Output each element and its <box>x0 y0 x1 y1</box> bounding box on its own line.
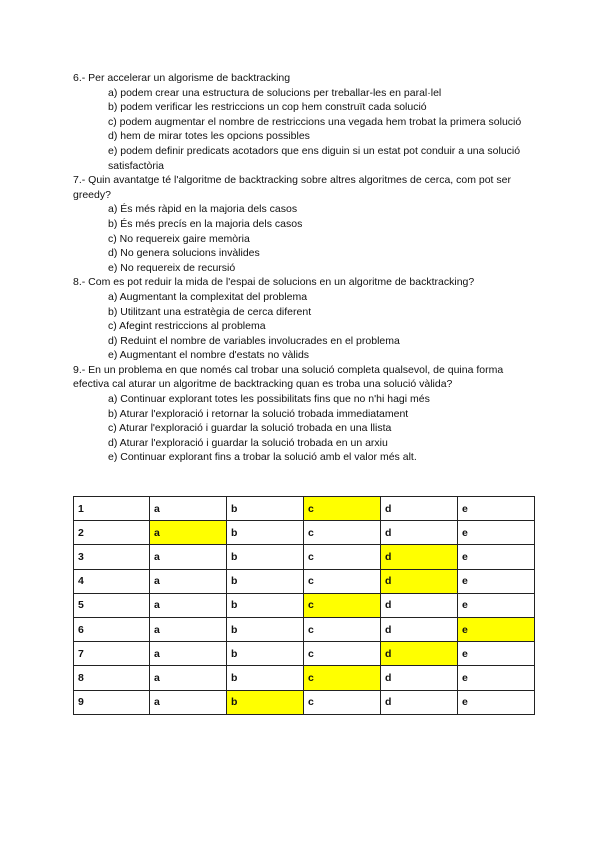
question-number-cell: 8 <box>74 666 150 690</box>
option-cell: d <box>381 666 458 690</box>
answer-option: b) Aturar l'exploració i retornar la solució trobada immediatament <box>108 407 409 420</box>
question-title: 9.- En un problema en que només cal trobar una solució completa qualsevol, de quina forma efectiva cal aturar un algoritme de backtracking quan es troba una solució vàlida? <box>73 363 504 391</box>
question-number-cell: 2 <box>74 521 150 545</box>
option-cell: b <box>227 545 304 569</box>
selected-answer-cell: b <box>227 690 304 714</box>
answer-option: c) Afegint restriccions al problema <box>108 320 266 333</box>
table-row <box>74 617 535 641</box>
selected-answer-cell: d <box>381 569 458 593</box>
answer-option: d) Reduint el nombre de variables involucrades en el problema <box>108 334 400 347</box>
option-cell: e <box>458 593 535 617</box>
option-cell: e <box>458 690 535 714</box>
option-cell: e <box>458 642 535 666</box>
selected-answer-cell: c <box>304 497 381 521</box>
selected-answer-cell: c <box>304 666 381 690</box>
option-cell: d <box>381 497 458 521</box>
option-cell: b <box>227 617 304 641</box>
option-cell: e <box>458 569 535 593</box>
answer-option: e) Augmentant el nombre d'estats no vàlids <box>108 349 310 362</box>
option-cell: e <box>458 521 535 545</box>
option-cell: c <box>304 690 381 714</box>
option-cell: d <box>381 593 458 617</box>
table-row <box>74 497 535 521</box>
option-cell: b <box>227 521 304 545</box>
option-cell: e <box>458 497 535 521</box>
option-cell: a <box>150 642 227 666</box>
selected-answer-cell: e <box>458 617 535 641</box>
option-cell: c <box>304 569 381 593</box>
question-number-cell: 5 <box>74 593 150 617</box>
answer-option: e) No requereix de recursió <box>108 261 236 274</box>
option-cell: d <box>381 690 458 714</box>
option-cell: c <box>304 617 381 641</box>
answer-option: c) Aturar l'exploració i guardar la solució trobada en una llista <box>108 422 392 435</box>
answer-option: d) No genera solucions invàlides <box>108 247 260 260</box>
answer-option: d) hem de mirar totes les opcions possibles <box>108 130 310 143</box>
answer-option: b) podem verificar les restriccions un cop hem construït cada solució <box>108 101 427 114</box>
table-row <box>74 593 535 617</box>
table-row <box>74 690 535 714</box>
table-row <box>74 666 535 690</box>
question-title: 8.- Com es pot reduir la mida de l'espai de solucions en un algoritme de backtracking? <box>73 276 475 289</box>
option-cell: b <box>227 666 304 690</box>
answer-option: b) És més precís en la majoria dels casos <box>108 217 303 230</box>
option-cell: b <box>227 569 304 593</box>
question-number-cell: 1 <box>74 497 150 521</box>
answer-option: a) És més ràpid en la majoria dels casos <box>108 203 298 216</box>
option-cell: a <box>150 545 227 569</box>
option-cell: a <box>150 497 227 521</box>
answer-option: e) Continuar explorant fins a trobar la solució amb el valor més alt. <box>108 451 417 464</box>
option-cell: a <box>150 593 227 617</box>
answer-table <box>73 496 535 715</box>
answer-option: c) No requereix gaire memòria <box>108 232 250 245</box>
table-row <box>74 642 535 666</box>
question-block <box>73 275 533 363</box>
option-cell: c <box>304 642 381 666</box>
question-title: 6.- Per accelerar un algorisme de backtracking <box>73 72 291 84</box>
answer-option: c) podem augmentar el nombre de restriccions una vegada hem trobat la primera solució <box>108 115 522 128</box>
answer-option: e) podem definir predicats acotadors que ens diguin si un estat pot conduir a una solució satisfactòria <box>108 144 521 172</box>
question-number-cell: 7 <box>74 642 150 666</box>
question-block <box>73 173 533 275</box>
selected-answer-cell: d <box>381 545 458 569</box>
option-cell: d <box>381 617 458 641</box>
question-title: 7.- Quin avantatge té l'algoritme de backtracking sobre altres algoritmes de cerca, com pot ser greedy? <box>73 174 511 201</box>
option-cell: b <box>227 593 304 617</box>
option-cell: c <box>304 521 381 545</box>
option-cell: b <box>227 642 304 666</box>
question-block <box>73 71 533 173</box>
answer-option: a) podem crear una estructura de solucions per treballar-les en paral·lel <box>108 86 442 99</box>
question-number-cell: 9 <box>74 690 150 714</box>
answer-option: b) Utilitzant una estratègia de cerca diferent <box>108 305 312 318</box>
selected-answer-cell: a <box>150 521 227 545</box>
option-cell: c <box>304 545 381 569</box>
option-cell: d <box>381 521 458 545</box>
question-number-cell: 6 <box>74 617 150 641</box>
option-cell: a <box>150 617 227 641</box>
answer-option: a) Augmentant la complexitat del problema <box>108 290 308 303</box>
option-cell: b <box>227 497 304 521</box>
questions-section <box>73 71 533 465</box>
option-cell: e <box>458 545 535 569</box>
answer-option: d) Aturar l'exploració i guardar la solució trobada en un arxiu <box>108 436 388 449</box>
selected-answer-cell: d <box>381 642 458 666</box>
option-cell: a <box>150 569 227 593</box>
table-row <box>74 545 535 569</box>
table-row <box>74 521 535 545</box>
table-row <box>74 569 535 593</box>
question-number-cell: 4 <box>74 569 150 593</box>
question-block <box>73 363 533 465</box>
selected-answer-cell: c <box>304 593 381 617</box>
option-cell: e <box>458 666 535 690</box>
option-cell: a <box>150 690 227 714</box>
question-number-cell: 3 <box>74 545 150 569</box>
answer-option: a) Continuar explorant totes les possibilitats fins que no n'hi hagi més <box>108 393 430 406</box>
option-cell: a <box>150 666 227 690</box>
